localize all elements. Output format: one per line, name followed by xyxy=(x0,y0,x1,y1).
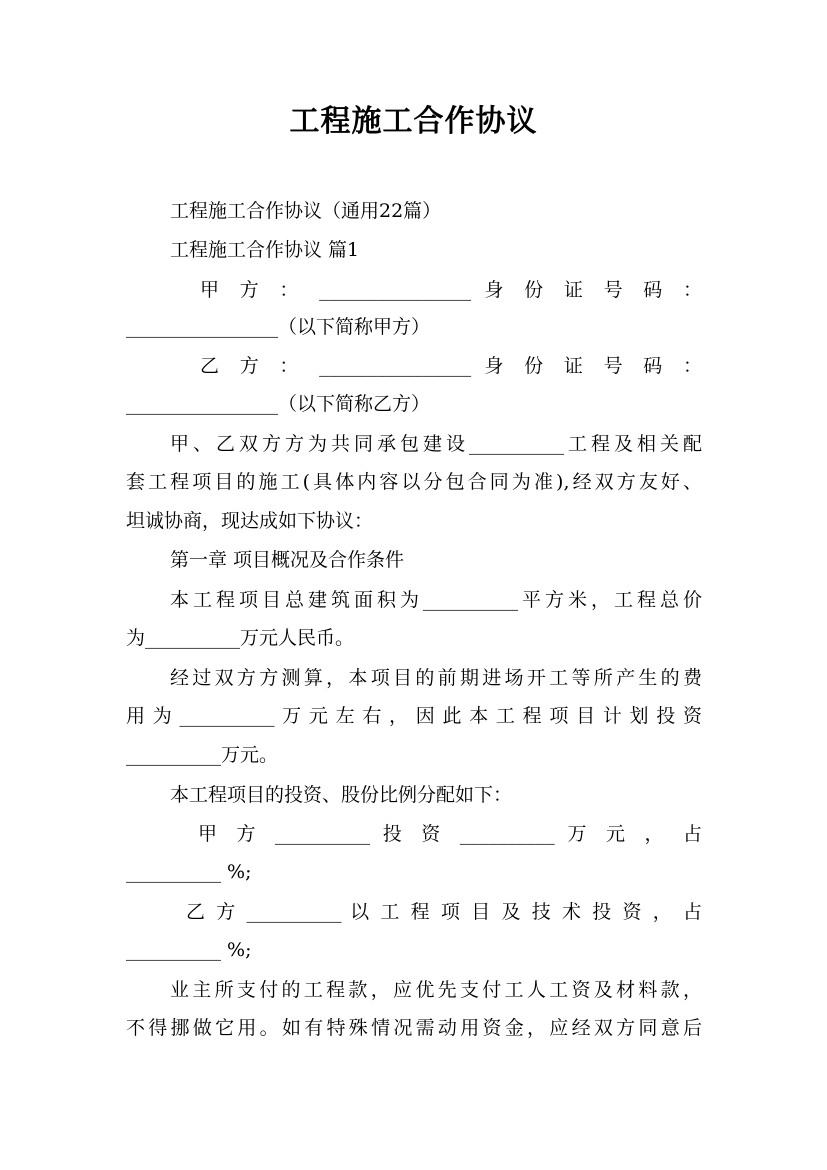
paragraph-line: 本工程项目总建筑面积为__________平方米，工程总价 xyxy=(170,589,702,611)
paragraph-line: __________万元。 xyxy=(126,744,279,766)
party-a-line: 甲 方 ： ________________ 身 份 证 号 码 ： xyxy=(200,279,702,301)
investment-b-share: __________ %; xyxy=(126,939,252,961)
paragraph-line: 坦诚协商，现达成如下协议： xyxy=(126,510,374,532)
paragraph-line: 业主所支付的工程款，应优先支付工人工资及材料款， xyxy=(170,979,702,1001)
investment-b-line: 乙 方 __________ 以 工 程 项 目 及 技 术 投 资 ， 占 xyxy=(186,901,702,923)
paragraph-line: 本工程项目的投资、股份比例分配如下： xyxy=(170,784,513,806)
party-a-note: ________________（以下简称甲方） xyxy=(126,316,431,338)
subtitle-line: 工程施工合作协议（通用22篇） xyxy=(170,200,442,222)
party-b-line: 乙 方 ： ________________ 身 份 证 号 码 ： xyxy=(200,355,702,377)
paragraph-line: 经过双方方测算，本项目的前期进场开工等所产生的费 xyxy=(170,667,702,689)
paragraph-line: 用为__________万元左右，因此本工程项目计划投资 xyxy=(126,705,702,727)
paragraph-line: 甲、乙双方方为共同承包建设__________工程及相关配 xyxy=(170,433,702,455)
paragraph-line: 套工程项目的施工(具体内容以分包合同为准),经双方友好、 xyxy=(126,471,702,493)
paragraph-line: 为__________万元人民币。 xyxy=(126,627,355,649)
chapter-heading: 第一章 项目概况及合作条件 xyxy=(170,549,405,571)
document-title: 工程施工合作协议 xyxy=(289,104,538,139)
paragraph-line: 不得挪做它用。如有特殊情况需动用资金，应经双方同意后 xyxy=(126,1017,702,1039)
section-heading: 工程施工合作协议 篇1 xyxy=(170,239,360,261)
investment-a-share: __________ %; xyxy=(126,861,252,883)
party-b-note: ________________（以下简称乙方） xyxy=(126,393,431,415)
investment-a-line: 甲 方 __________ 投 资 __________ 万 元 ， 占 xyxy=(198,823,702,845)
